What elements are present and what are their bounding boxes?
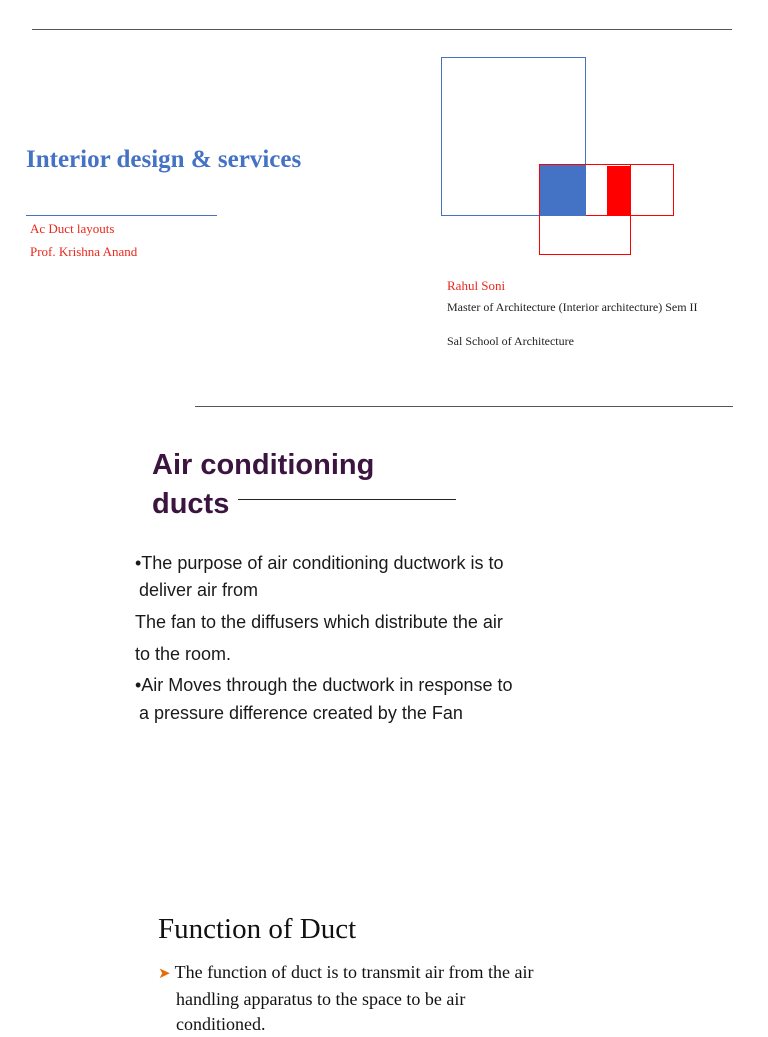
professor-name: Prof. Krishna Anand bbox=[30, 244, 138, 259]
body-line: The fan to the diffusers which distribute the air bbox=[135, 612, 503, 632]
function-of-duct-heading: Function of Duct bbox=[158, 913, 357, 945]
program-name: Master of Architecture (Interior architecture) Sem II bbox=[447, 300, 698, 314]
author-name: Rahul Soni bbox=[447, 278, 506, 293]
bullet-text: The function of duct is to transmit air from the air bbox=[174, 962, 534, 982]
body-line: a pressure difference created by the Fan bbox=[139, 703, 463, 723]
heading-underline bbox=[238, 499, 456, 500]
red-filled-bar bbox=[607, 166, 631, 216]
ducts-heading-line-1: Air conditioning bbox=[152, 449, 375, 481]
arrow-bullet-icon: ➤ bbox=[158, 966, 171, 982]
bullet-line: conditioned. bbox=[176, 1014, 266, 1034]
course-subtitle: Ac Duct layouts bbox=[30, 221, 115, 236]
body-line: deliver air from bbox=[139, 580, 259, 600]
body-line: •The purpose of air conditioning ductwork is to bbox=[135, 553, 504, 573]
title-underline bbox=[26, 215, 217, 216]
body-line: to the room. bbox=[135, 644, 232, 664]
slide-divider bbox=[32, 29, 732, 30]
blue-filled-square bbox=[540, 165, 586, 216]
body-line: •Air Moves through the ductwork in response to bbox=[135, 675, 513, 695]
ducts-heading bbox=[152, 446, 472, 524]
presentation-title: Interior design & services bbox=[26, 146, 302, 173]
ducts-heading-line-2: ducts bbox=[152, 488, 230, 520]
school-name: Sal School of Architecture bbox=[447, 334, 574, 348]
function-bullet bbox=[158, 960, 618, 1037]
bullet-line: handling apparatus to the space to be air bbox=[176, 989, 466, 1009]
slide-divider bbox=[195, 406, 733, 407]
bullet-line bbox=[158, 960, 618, 987]
